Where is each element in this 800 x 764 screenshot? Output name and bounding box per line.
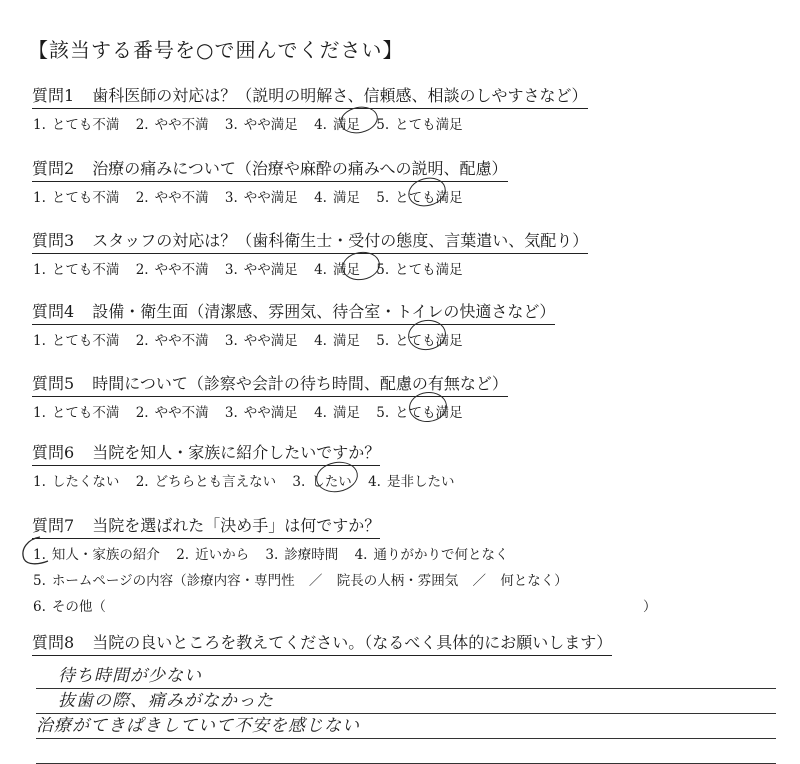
question-7-label: 質問7 (32, 516, 75, 535)
question-4 (32, 299, 792, 349)
q4-option-5[interactable]: 5. とても満足 (376, 333, 463, 349)
question-3-label: 質問3 (32, 231, 75, 250)
q1-option-1[interactable]: 1. とても不満 (33, 117, 120, 133)
question-7-options-row-2 (33, 569, 792, 589)
question-1 (32, 83, 792, 133)
q5-option-4[interactable]: 4. 満足 (314, 405, 360, 421)
q2-option-4[interactable]: 4. 満足 (314, 190, 360, 206)
question-6-label: 質問6 (32, 443, 75, 462)
q2-option-3[interactable]: 3. やや満足 (224, 190, 298, 206)
q7-option-2[interactable]: 2. 近いから (176, 547, 250, 563)
q1-option-5[interactable]: 5. とても満足 (376, 117, 463, 133)
q3-option-1[interactable]: 1. とても不満 (33, 262, 120, 278)
question-6 (32, 440, 792, 490)
question-3 (32, 228, 792, 278)
question-5-label: 質問5 (32, 374, 75, 393)
question-4-heading (32, 299, 555, 325)
q1-option-3[interactable]: 3. やや満足 (224, 117, 298, 133)
q2-option-1[interactable]: 1. とても不満 (33, 190, 120, 206)
q7-option-5-sub-3: 何となく） (500, 573, 568, 589)
question-7 (32, 513, 792, 615)
q7-separator-2: ／ (472, 573, 487, 589)
question-8-text: 当院の良いところを教えてください。（なるべく具体的にお願いします） (92, 633, 613, 652)
q7-option-5-sub-2: 院長の人柄・雰囲気 (336, 573, 459, 589)
q7-other-close-paren: ） (643, 599, 657, 615)
question-1-heading (32, 83, 588, 109)
question-7-text: 当院を選ばれた「決め手」は何ですか？ (92, 516, 381, 535)
q7-option-1[interactable]: 1. 知人・家族の紹介 (33, 547, 160, 563)
question-4-label: 質問4 (32, 302, 75, 321)
q6-option-1[interactable]: 1. したくない (33, 474, 120, 490)
q7-option-3[interactable]: 3. 診療時間 (265, 547, 339, 563)
q7-option-5[interactable]: 5. ホームページの内容（診療内容・専門性 (33, 573, 295, 589)
q1-option-4[interactable]: 4. 満足 (314, 117, 360, 133)
q1-option-2[interactable]: 2. やや不満 (135, 117, 209, 133)
question-1-options (33, 113, 792, 133)
q6-option-2[interactable]: 2. どちらとも言えない (135, 474, 277, 490)
q4-option-4[interactable]: 4. 満足 (314, 333, 360, 349)
question-1-text: 歯科医師の対応は？（説明の明解さ、信頼感、相談のしやすさなど） (92, 86, 588, 105)
question-8-heading (32, 630, 612, 656)
question-7-options-row-3 (33, 595, 792, 615)
q3-option-4[interactable]: 4. 満足 (314, 262, 360, 278)
question-6-text: 当院を知人・家族に紹介したいですか？ (92, 443, 381, 462)
question-3-heading (32, 228, 588, 254)
q4-option-2[interactable]: 2. やや不満 (135, 333, 209, 349)
q5-option-5[interactable]: 5. とても満足 (376, 405, 463, 421)
q7-option-6[interactable]: 6. その他（ (33, 599, 106, 615)
question-3-options (33, 258, 792, 278)
question-8 (32, 630, 792, 656)
q7-separator-1: ／ (308, 573, 323, 589)
q5-option-3[interactable]: 3. やや満足 (224, 405, 298, 421)
handwritten-answer-1: 待ち時間が少ない (58, 666, 202, 686)
q7-selection-mark (18, 535, 58, 567)
question-3-text: スタッフの対応は？（歯科衛生士・受付の態度、言葉遣い、気配り） (92, 231, 589, 250)
question-2-label: 質問2 (32, 159, 75, 178)
q6-option-4[interactable]: 4. 是非したい (368, 474, 455, 490)
question-6-options (33, 470, 792, 490)
q4-option-3[interactable]: 3. やや満足 (224, 333, 298, 349)
answer-lines (36, 664, 776, 764)
question-2-text: 治療の痛みについて（治療や麻酔の痛みへの説明、配慮） (92, 159, 508, 178)
question-1-label: 質問1 (32, 86, 75, 105)
q3-option-5[interactable]: 5. とても満足 (376, 262, 463, 278)
question-4-text: 設備・衛生面（清潔感、雰囲気、待合室・トイレの快適さなど） (92, 302, 556, 321)
question-7-options-row-1 (33, 543, 792, 563)
question-6-heading (32, 440, 380, 466)
q2-option-5[interactable]: 5. とても満足 (376, 190, 463, 206)
q7-option-4[interactable]: 4. 通りがかりで何となく (354, 547, 509, 563)
q4-option-1[interactable]: 1. とても不満 (33, 333, 120, 349)
q3-option-3[interactable]: 3. やや満足 (224, 262, 298, 278)
question-8-label: 質問8 (32, 633, 75, 652)
q2-option-2[interactable]: 2. やや不満 (135, 190, 209, 206)
question-5-text: 時間について（診察や会計の待ち時間、配慮の有無など） (92, 374, 508, 393)
page-title: 【該当する番号を○で囲んでください】 (28, 38, 404, 62)
answer-line-3[interactable] (36, 714, 776, 739)
handwritten-answer-2: 抜歯の際、痛みがなかった (58, 691, 274, 711)
q6-option-3[interactable]: 3. したい (292, 474, 352, 490)
question-5 (32, 371, 792, 421)
answer-line-4[interactable] (36, 739, 776, 764)
q5-option-2[interactable]: 2. やや不満 (135, 405, 209, 421)
q5-option-1[interactable]: 1. とても不満 (33, 405, 120, 421)
q3-option-2[interactable]: 2. やや不満 (135, 262, 209, 278)
question-2 (32, 156, 792, 206)
question-7-heading (32, 513, 380, 539)
handwritten-answer-3: 治療がてきぱきしていて不安を感じない (36, 716, 360, 736)
